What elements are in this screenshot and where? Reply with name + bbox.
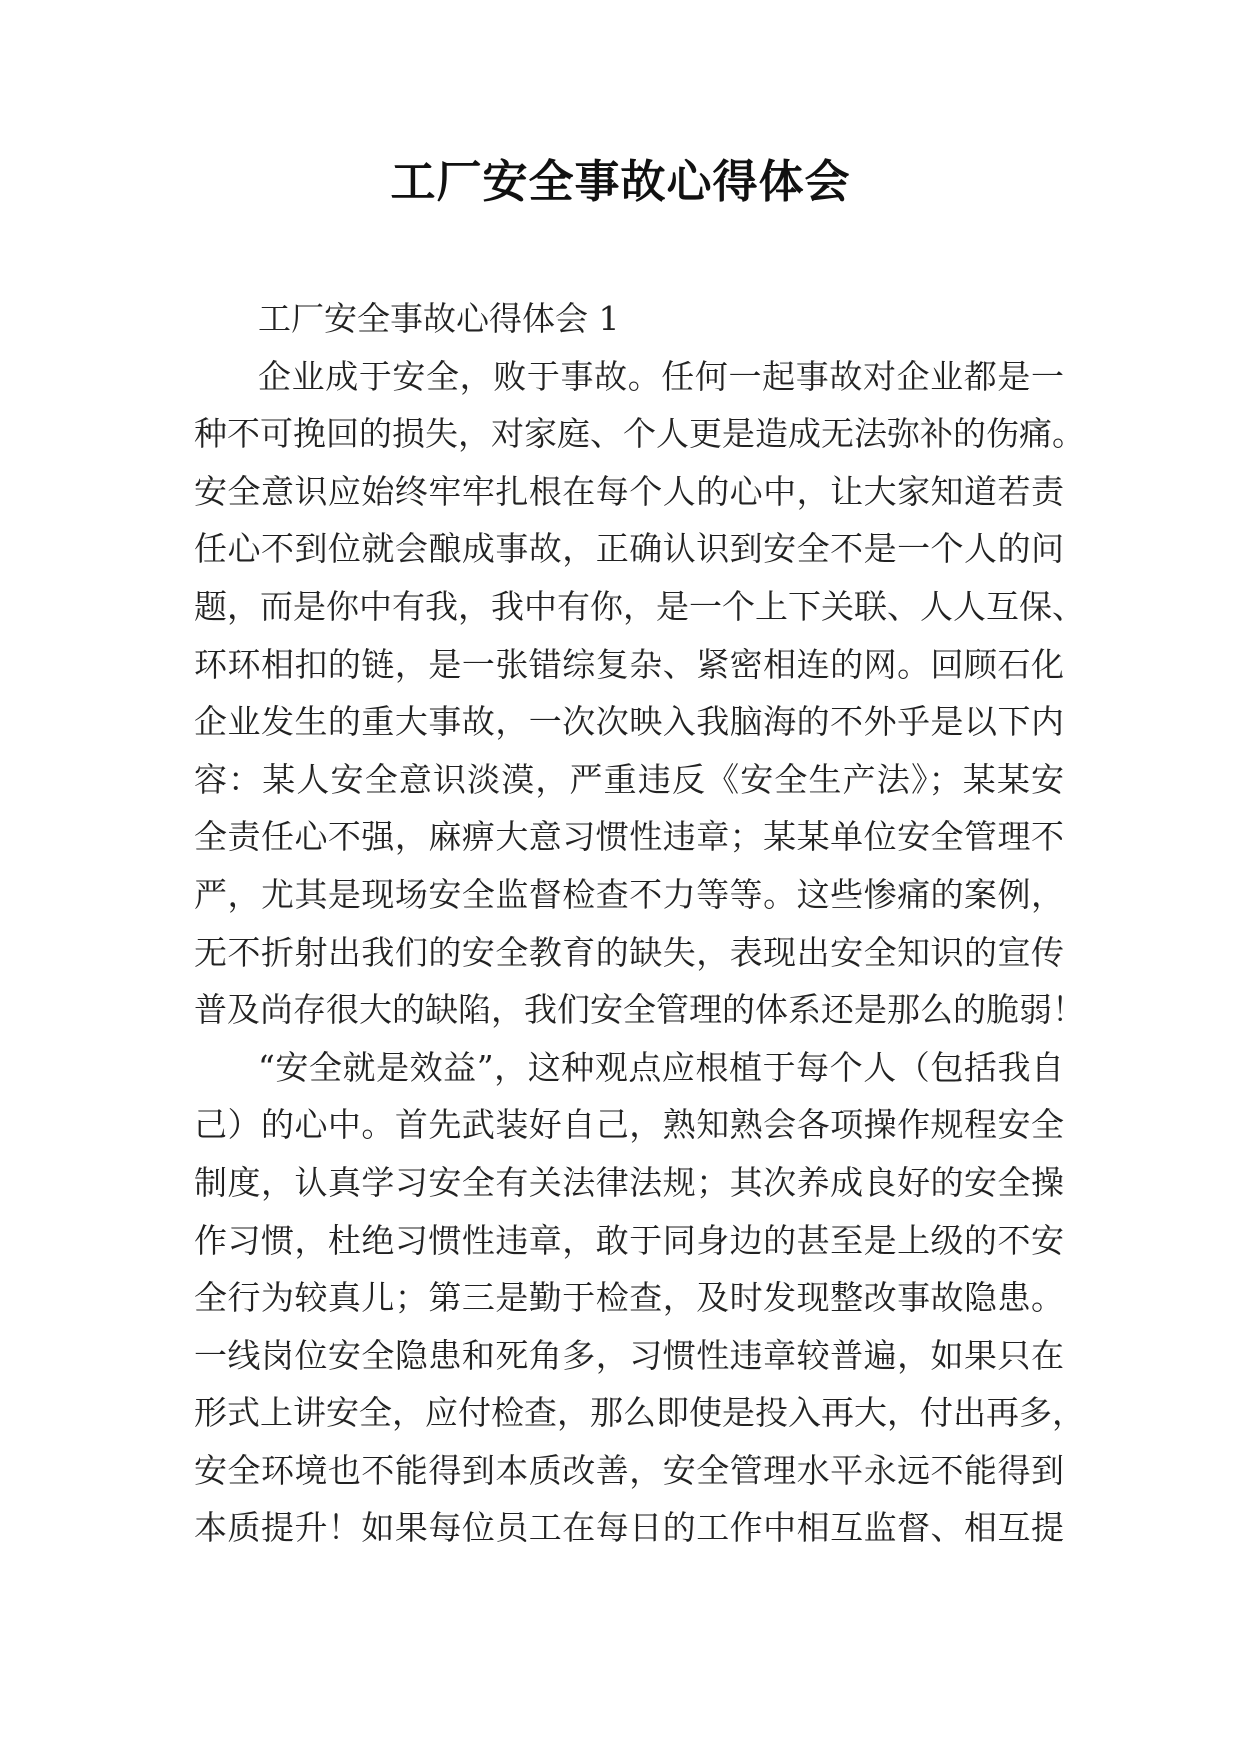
text-line: 作习惯，杜绝习惯性违章，敢于同身边的甚至是上级的不安 bbox=[194, 1220, 1064, 1260]
section-heading: 工厂安全事故心得体会 1 bbox=[258, 299, 620, 338]
document-body bbox=[194, 290, 1085, 1557]
text-line: 普及尚存很大的缺陷，我们安全管理的体系还是那么的脆弱！ bbox=[194, 990, 1085, 1030]
text-line: 无不折射出我们的安全教育的缺失，表现出安全知识的宣传 bbox=[194, 932, 1064, 972]
text-line: “安全就是效益”，这种观点应根植于每个人（包括我自 bbox=[258, 1047, 1064, 1087]
text-line: 形式上讲安全，应付检查，那么即使是投入再大，付出再多， bbox=[194, 1393, 1085, 1433]
text-line: 企业发生的重大事故，一次次映入我脑海的不外乎是以下内 bbox=[194, 702, 1064, 742]
text-line: 全行为较真儿；第三是勤于检查，及时发现整改事故隐患。 bbox=[194, 1278, 1064, 1318]
text-line: 全责任心不强，麻痹大意习惯性违章；某某单位安全管理不 bbox=[194, 817, 1064, 857]
document-title: 工厂安全事故心得体会 bbox=[390, 155, 851, 208]
text-line: 己）的心中。首先武装好自己，熟知熟会各项操作规程安全 bbox=[194, 1105, 1064, 1145]
text-line: 任心不到位就会酿成事故，正确认识到安全不是一个人的问 bbox=[194, 529, 1064, 569]
text-line: 安全环境也不能得到本质改善，安全管理水平永远不能得到 bbox=[194, 1450, 1064, 1490]
text-line: 严，尤其是现场安全监督检查不力等等。这些惨痛的案例， bbox=[194, 874, 1064, 914]
text-line: 环环相扣的链，是一张错综复杂、紧密相连的网。回顾石化 bbox=[194, 644, 1064, 684]
text-line: 一线岗位安全隐患和死角多，习惯性违章较普遍，如果只在 bbox=[194, 1335, 1064, 1375]
text-line: 制度，认真学习安全有关法律法规；其次养成良好的安全操 bbox=[194, 1162, 1064, 1202]
text-line: 企业成于安全，败于事故。任何一起事故对企业都是一 bbox=[258, 356, 1064, 396]
text-line: 本质提升！如果每位员工在每日的工作中相互监督、相互提 bbox=[194, 1508, 1064, 1548]
text-line: 题，而是你中有我，我中有你，是一个上下关联、人人互保、 bbox=[194, 586, 1085, 626]
text-line: 种不可挽回的损失，对家庭、个人更是造成无法弥补的伤痛。 bbox=[194, 414, 1085, 454]
text-line: 容：某人安全意识淡漠，严重违反《安全生产法》；某某安 bbox=[194, 759, 1064, 799]
text-line: 安全意识应始终牢牢扎根在每个人的心中，让大家知道若责 bbox=[194, 471, 1064, 511]
